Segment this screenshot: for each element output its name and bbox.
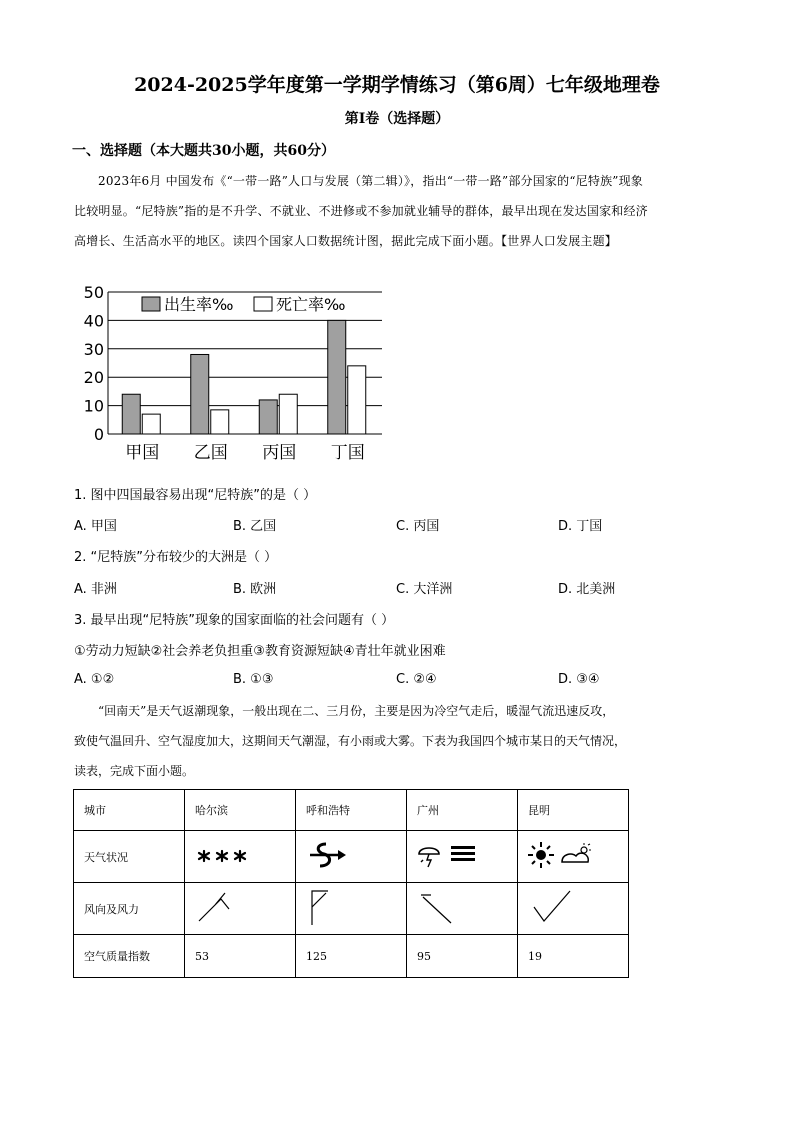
intro2-line1: “回南天”是天气返潮现象，一般出现在二、三月份，主要是因为冷空气走后，暖湿气流迅速反攻， bbox=[98, 704, 615, 718]
bar-birth-rate bbox=[122, 394, 140, 434]
question-2-stem: 2. “尼特族”分布较少的大洲是（ ） bbox=[74, 550, 278, 565]
q2-option-c[interactable]: C. 大洋洲 bbox=[396, 582, 453, 597]
weather-row-label: 天气状况 bbox=[74, 831, 185, 883]
aqi-row-label: 空气质量指数 bbox=[74, 935, 185, 978]
aqi-harbin: 53 bbox=[185, 935, 296, 978]
q2-option-b[interactable]: B. 欧洲 bbox=[233, 582, 277, 597]
y-tick-label: 10 bbox=[83, 396, 104, 416]
intro2-line3: 读表，完成下面小题。 bbox=[74, 764, 195, 778]
legend-label: 出生率‰ bbox=[164, 295, 234, 314]
question-3-stem: 3. 最早出现“尼特族”现象的国家面临的社会问题有（ ） bbox=[74, 613, 395, 628]
page-title: 2024-2025学年度第一学期学情练习（第6周）七年级地理卷 bbox=[134, 74, 660, 96]
question-3-statements: ①劳动力短缺②社会养老负担重③教育资源短缺④青壮年就业困难 bbox=[74, 644, 446, 659]
q1-option-c[interactable]: C. 丙国 bbox=[396, 519, 440, 534]
q1-option-b[interactable]: B. 乙国 bbox=[233, 519, 277, 534]
wind-barb-icon bbox=[195, 889, 245, 925]
q1-option-d[interactable]: D. 丁国 bbox=[558, 519, 603, 534]
legend-swatch bbox=[142, 297, 160, 311]
q2-option-d[interactable]: D. 北美洲 bbox=[558, 582, 616, 597]
wind-barb-icon bbox=[417, 889, 467, 925]
bar-death-rate bbox=[279, 394, 297, 434]
intro-paragraph-1 bbox=[74, 166, 724, 256]
legend-swatch bbox=[254, 297, 272, 311]
q2-option-a[interactable]: A. 非洲 bbox=[74, 582, 117, 597]
sandstorm-icon bbox=[306, 838, 356, 872]
aqi-guangzhou: 95 bbox=[407, 935, 518, 978]
q1-option-a[interactable]: A. 甲国 bbox=[74, 519, 117, 534]
sunny-to-cloudy-icon bbox=[528, 840, 594, 870]
weather-table bbox=[73, 789, 629, 978]
y-tick-label: 50 bbox=[83, 283, 104, 302]
header-cell-kunming: 昆明 bbox=[518, 790, 629, 831]
question-1-stem: 1. 图中四国最容易出现“尼特族”的是（ ） bbox=[74, 488, 317, 503]
heavy-snow-icon bbox=[195, 843, 255, 867]
bar-death-rate bbox=[348, 366, 366, 434]
wind-barb-icon bbox=[528, 887, 578, 927]
q3-option-b[interactable]: B. ①③ bbox=[233, 672, 274, 687]
y-tick-label: 20 bbox=[83, 368, 104, 388]
header-cell-hohhot: 呼和浩特 bbox=[296, 790, 407, 831]
section-heading: 一、选择题（本大题共30小题，共60分） bbox=[72, 143, 335, 159]
table-header-row bbox=[74, 790, 629, 831]
y-tick-label: 40 bbox=[83, 311, 104, 331]
header-cell-harbin: 哈尔滨 bbox=[185, 790, 296, 831]
header-cell-city: 城市 bbox=[74, 790, 185, 831]
aqi-kunming: 19 bbox=[518, 935, 629, 978]
aqi-hohhot: 125 bbox=[296, 935, 407, 978]
intro1-line2: 比较明显。“尼特族”指的是不升学、不就业、不进修或不参加就业辅导的群体，最早出现在发达国家和经济 bbox=[74, 204, 648, 218]
wind-row-label: 风向及风力 bbox=[74, 883, 185, 935]
table-row-aqi bbox=[74, 935, 629, 978]
table-row-weather bbox=[74, 831, 629, 883]
bar-death-rate bbox=[142, 414, 160, 434]
bar-death-rate bbox=[211, 410, 229, 434]
bar-birth-rate bbox=[191, 354, 209, 434]
y-tick-label: 30 bbox=[83, 339, 104, 359]
intro1-line3: 高增长、生活高水平的地区。读四个国家人口数据统计图，据此完成下面小题。【世界人口发展主题】 bbox=[74, 234, 618, 248]
page-subtitle: 第I卷（选择题） bbox=[344, 111, 450, 127]
intro1-line1: 2023年6月 中国发布《“一带一路”人口与发展（第二辑）》，指出“一带一路”部分国家的“尼特族”现象 bbox=[98, 174, 644, 188]
x-tick-label: 乙国 bbox=[193, 443, 228, 463]
bar-birth-rate bbox=[328, 320, 346, 434]
wind-barb-icon bbox=[306, 887, 346, 927]
thundershower-fog-icon bbox=[417, 840, 481, 870]
q3-option-a[interactable]: A. ①② bbox=[74, 672, 115, 687]
y-tick-label: 0 bbox=[93, 425, 104, 444]
header-cell-guangzhou: 广州 bbox=[407, 790, 518, 831]
q3-option-d[interactable]: D. ③④ bbox=[558, 672, 600, 687]
q3-option-c[interactable]: C. ②④ bbox=[396, 672, 437, 687]
x-tick-label: 丁国 bbox=[330, 443, 365, 463]
population-bar-chart bbox=[74, 282, 394, 472]
intro2-line2: 致使气温回升、空气湿度加大，这期间天气潮湿，有小雨或大雾。下表为我国四个城市某日的天气情况， bbox=[74, 734, 627, 748]
x-tick-label: 丙国 bbox=[262, 443, 297, 463]
x-tick-label: 甲国 bbox=[125, 443, 160, 463]
legend-label: 死亡率‰ bbox=[276, 295, 346, 314]
intro-paragraph-2 bbox=[74, 696, 724, 786]
bar-birth-rate bbox=[259, 400, 277, 434]
table-row-wind bbox=[74, 883, 629, 935]
